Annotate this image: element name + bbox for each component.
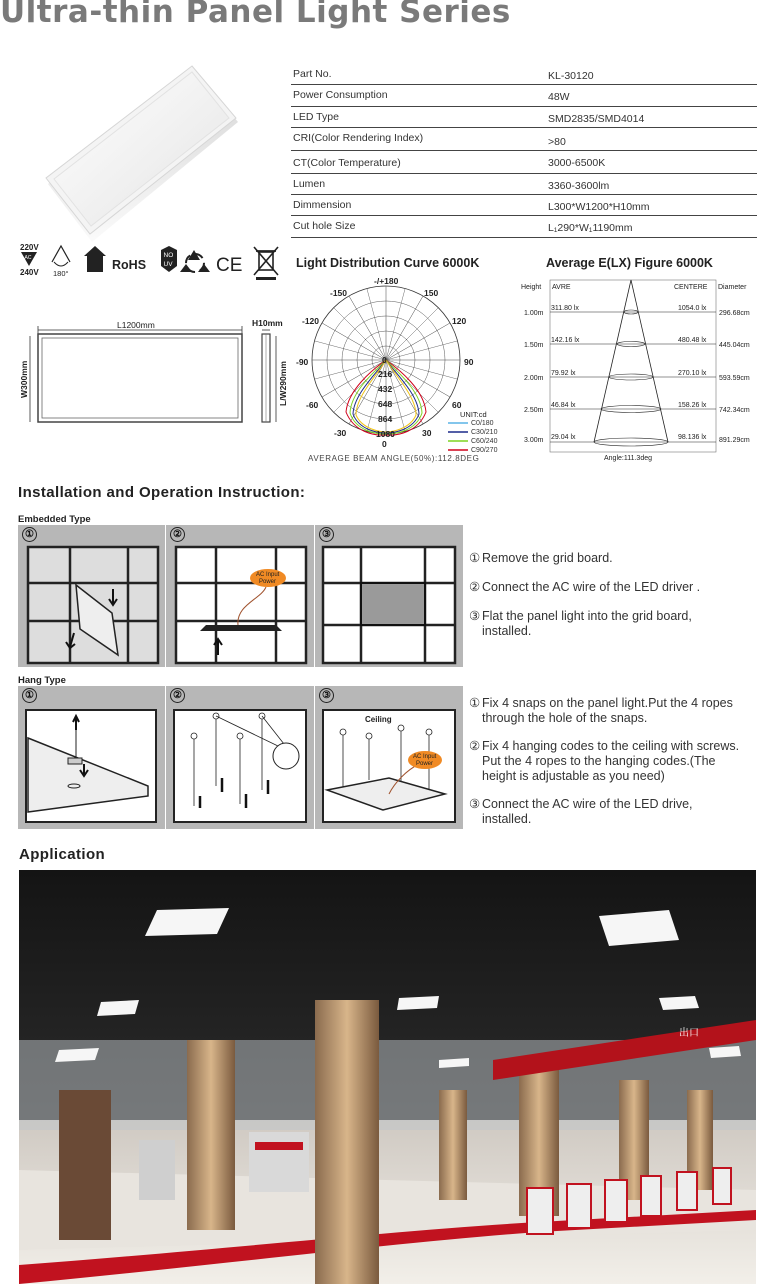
lux-height: 1.50m [524,342,544,349]
beam-angle-text: AVERAGE BEAM ANGLE(50%):112.8DEG [308,454,480,463]
step-number: ① [469,696,481,710]
angle-label: -/+180 [374,276,399,286]
embedded-step-2-diagram [166,525,314,667]
step-text: Fix 4 hanging codes to the ceiling with screws. [482,739,740,753]
exit-sign-text: 出口 [679,1028,699,1039]
spec-row [291,195,757,216]
uv-label: UV [163,261,173,268]
ac-input-label: AC Input [256,572,280,578]
hang-step-3-diagram [315,686,463,829]
step-number: ② [170,527,185,542]
ring-label: 216 [378,369,393,379]
lux-height: 1.00m [524,310,544,317]
angle-label: -60 [306,400,319,410]
spec-value: 3000-6500K [548,156,606,169]
step-number: ① [469,551,481,565]
lux-angle: Angle:111.3deg [604,455,653,462]
spec-key: Part No. [293,68,332,80]
recycle-icon [180,250,210,272]
spec-row [291,128,757,151]
dimension-drawing [19,318,294,428]
angle-label: 0 [382,355,387,365]
step-text: Flat the panel light into the grid board, [482,609,692,623]
application-photo [19,870,756,1284]
step-text: through the hole of the snaps. [482,711,648,725]
ce-mark: CE [216,255,243,276]
spec-value: L₁290*W₁1190mm [548,222,633,235]
angle-label: -120 [302,316,320,326]
ring-label: 1080 [376,429,395,439]
embedded-step-1-diagram [18,525,165,667]
angle-label: 150 [424,288,439,298]
angle-label: 60 [452,400,462,410]
spec-key: Cut hole Size [293,220,356,233]
embedded-type-label: Embedded Type [18,514,91,525]
installation-heading: Installation and Operation Instruction: [18,484,306,501]
spec-value: KL-30120 [548,70,594,82]
step-number: ③ [469,609,481,623]
home-icon [84,246,106,272]
spec-row [291,64,757,85]
spec-row [291,174,757,195]
ac-label: AC [24,255,32,261]
step-text: installed. [482,624,532,638]
power-label: Power [259,579,277,585]
lux-center: 1054.0 lx [678,305,707,312]
angle-label: -30 [334,428,347,438]
legend-item: C30/210 [471,429,498,436]
spec-key: CT(Color Temperature) [293,156,401,169]
lux-avre: 142.16 lx [551,337,580,344]
avre-header: AVRE [552,284,571,291]
application-heading: Application [19,846,106,863]
lux-center: 98.136 lx [678,434,707,441]
height-header: Height [521,284,542,291]
spec-row [291,216,757,237]
spec-row [291,151,757,174]
lux-center: 270.10 lx [678,370,707,377]
lux-diameter: 891.29cm [719,437,750,444]
lux-diameter: 296.68cm [719,310,750,317]
polar-chart-title: Light Distribution Curve 6000K [296,256,480,270]
step-text: Connect the AC wire of the LED drive, [482,797,693,811]
lux-height: 2.50m [524,407,544,414]
no-uv-icon [161,246,177,272]
lux-avre: 29.04 lx [551,434,576,441]
power-label: Power [416,761,434,767]
step-text: Remove the grid board. [482,551,613,565]
legend-item: C0/180 [471,420,494,427]
lux-avre: 311.80 lx [551,305,579,312]
side-label: L/W290mm [278,361,288,406]
lux-diameter: 593.59cm [719,375,750,382]
length-label: L1200mm [117,320,155,330]
no-label: NO [163,252,174,259]
diameter-header: Diameter [718,284,747,291]
step-text: Connect the AC wire of the LED driver . [482,580,701,594]
weee-bin-icon [254,247,278,280]
voltage-240-label: 240V [20,268,39,277]
polar-distribution-chart [296,274,510,466]
panel-product-image [44,66,244,242]
step-number: ② [469,739,481,753]
angle-label: 180° [53,269,69,278]
rohs-label: RoHS [112,258,147,272]
lux-avre: 46.84 lx [551,402,576,409]
angle-label: 30 [422,428,432,438]
step-text: installed. [482,812,532,826]
lux-center: 158.26 lx [678,402,707,409]
lux-height: 3.00m [524,437,544,444]
spec-value: L300*W1200*H10mm [548,201,650,214]
certification-icons [18,242,288,282]
hang-step-2-diagram [166,686,314,829]
width-label: W300mm [19,360,29,398]
embedded-step-3-diagram [315,525,463,667]
spec-key: Power Consumption [293,89,388,102]
step-text: height is adjustable as you need) [482,769,665,783]
polar-legend [448,420,498,454]
unit-label: UNIT:cd [460,410,487,419]
lux-figure [518,276,762,466]
angle-label: -150 [330,288,348,298]
lux-height: 2.00m [524,375,544,382]
spec-table [291,64,757,238]
angle-label: 90 [464,357,474,367]
page-title: Ultra-thin Panel Light Series [0,0,511,30]
step-text: Put the 4 ropes to the hanging codes.(The [482,754,716,768]
step-number: ② [469,580,481,594]
ceiling-label: Ceiling [365,715,392,724]
voltage-220-label: 220V [20,243,39,252]
spec-value: 48W [548,91,570,104]
spec-key: Dimmension [293,199,352,212]
voltage-icon [20,243,39,277]
spec-key: Lumen [293,177,326,190]
ring-label: 864 [378,414,393,424]
spec-value: >80 [548,135,566,148]
hang-type-label: Hang Type [18,675,66,686]
step-number: ① [22,688,37,703]
ac-input-label: AC Input [413,754,437,760]
spec-value: SMD2835/SMD4014 [548,112,645,125]
ring-label: 432 [378,384,393,394]
ring-label: 648 [378,399,393,409]
lux-avre: 79.92 lx [551,370,576,377]
step-number: ③ [319,527,334,542]
angle-label: 120 [452,316,467,326]
beam-angle-icon [52,246,70,278]
angle-label: 0 [382,439,387,449]
hang-step-1-diagram [18,686,165,829]
lux-center: 480.48 lx [678,337,707,344]
lux-diameter: 742.34cm [719,407,750,414]
lux-diameter: 445.04cm [719,342,750,349]
spec-key: LED Type [293,110,339,123]
spec-key: CRI(Color Rendering Index) [293,131,424,144]
step-text: Fix 4 snaps on the panel light.Put the 4 ropes [482,696,733,710]
spec-row [291,85,757,106]
spec-value: 3360-3600lm [548,179,610,192]
height-label: H10mm [252,318,283,328]
legend-item: C90/270 [471,447,498,454]
centere-header: CENTERE [674,284,708,291]
step-number: ③ [469,797,481,811]
step-number: ② [170,688,185,703]
lux-chart-title: Average E(LX) Figure 6000K [546,256,713,270]
spec-row [291,107,757,128]
angle-label: -90 [296,357,309,367]
step-number: ③ [319,688,334,703]
step-number: ① [22,527,37,542]
legend-item: C60/240 [471,438,498,445]
